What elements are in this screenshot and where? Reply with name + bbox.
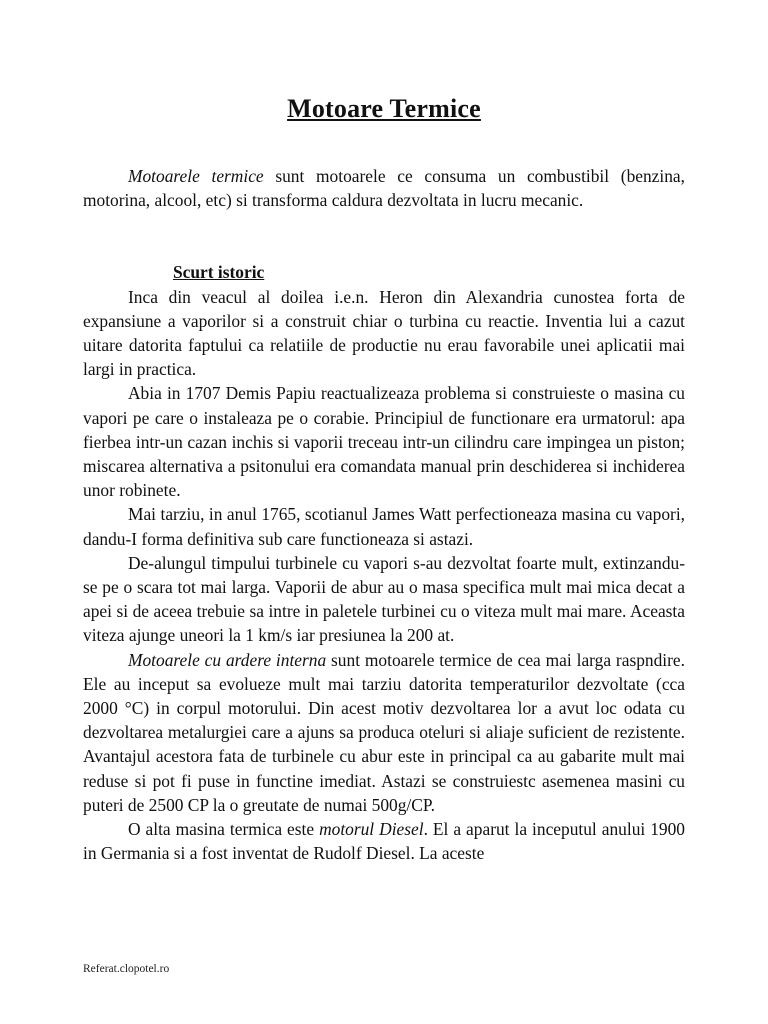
paragraph-watt: Mai tarziu, in anul 1765, scotianul James Watt perfectioneaza masina cu vapori, dandu-I forma definitiva sub care functioneaza si astazi.: [83, 504, 685, 549]
paragraph-diesel: [83, 817, 685, 865]
paragraph-heron: Inca din veacul al doilea i.e.n. Heron din Alexandria cunostea forta de expansiune a vaporilor si a construit chiar o turbina cu reactie. Inventia lui a cazut uitare datorita faptului ca relatiile de productie nu erau favorabile unei aplicatii mai largi in practica.: [83, 286, 685, 380]
internal-combustion-term: Motoarele cu ardere interna: [128, 649, 327, 670]
diesel-term: motorul Diesel: [319, 819, 424, 840]
paragraph-papin: Abia in 1707 Demis Papiu reactualizeaza problema si construieste o masina cu vapori pe care o instaleaza pe o corabie. Principiul de functionare era urmatorul: apa fierbea intr-un cazan inchis si vaporii treceau intr-un cilindru care impingea un piston; miscarea alternativa a psitonului era comandata manual prin deschiderea si inchiderea unor robinete.: [83, 383, 685, 501]
intro-text: sunt motoarele ce consuma un combustibil (benzina, motorina, alcool, etc) si transforma caldura dezvoltata in lucru mecanic.: [83, 166, 685, 211]
paragraph-turbines: De-alungul timpului turbinele cu vapori s-au dezvoltat foarte mult, extinzandu-se pe o scara tot mai larga. Vaporii de abur au o masa specifica mult mai mica decat a apei si de aceea trebuie sa intre in paletele turbinei cu o viteza mult mai mare. Aceasta viteza ajunge uneori la 1 km/s iar presiunea la 200 at.: [83, 552, 685, 646]
page-footer: Referat.clopotel.ro: [83, 963, 170, 975]
internal-combustion-text: sunt motoarele termice de cea mai larga raspndire. Ele au inceput sa evolueze mult mai tarziu datorita temperaturilor dezvoltate (cca 2000 °C) in corpul motorului. Din acest motiv dezvoltarea lor a avut loc odata cu dezvoltarea metalurgiei care a ajuns sa produca oteluri si aliaje suficient de rezistente. Avantajul acestora fata de turbinele cu abur este in principal ca au gabarite mult mai reduse si pot fi puse in functine imediat. Astazi se construiestc asemenea masini cu puteri de 2500 CP la o greutate de numai 500g/CP.: [83, 649, 685, 815]
paragraph-internal-combustion: [83, 648, 685, 817]
section-heading: Scurt istoric: [173, 262, 265, 283]
document-title: Motoare Termice: [287, 94, 481, 123]
document-body: [83, 164, 685, 865]
intro-term: Motoarele termice: [128, 166, 264, 186]
diesel-text-after: . El a aparut la inceputul anului 1900 in Germania si a fost inventat de Rudolf Diesel. La aceste: [83, 819, 685, 864]
diesel-text-before: O alta masina termica este: [128, 819, 320, 840]
intro-paragraph: [83, 164, 685, 212]
